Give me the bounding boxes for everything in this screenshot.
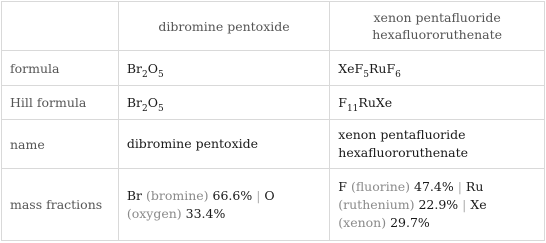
formula-text: RuXe xyxy=(358,95,393,110)
element-symbol: Xe xyxy=(470,196,487,212)
table-row-hill-formula xyxy=(2,86,545,120)
formula-text: O xyxy=(147,60,158,76)
formula-subscript: 2 xyxy=(141,69,148,80)
formula-text: Br xyxy=(126,60,142,76)
formula-subscript: 5 xyxy=(157,104,164,114)
formula-cell xyxy=(118,51,329,86)
separator: | xyxy=(462,196,471,212)
mass-fractions-cell xyxy=(118,169,329,241)
row-label-mass-fractions: mass fractions xyxy=(2,169,119,241)
element-name: (xenon) xyxy=(338,214,387,230)
element-symbol: F xyxy=(338,178,347,194)
separator: | xyxy=(256,187,265,203)
element-symbol: Br xyxy=(126,187,142,203)
row-label-formula: formula xyxy=(2,51,119,86)
row-label-hill-formula: Hill formula xyxy=(2,86,119,120)
table-row-mass-fractions xyxy=(2,169,545,241)
formula-text: Br xyxy=(126,95,142,110)
formula-text: XeF xyxy=(338,60,364,76)
mass-fraction-value: 22.9% xyxy=(418,196,459,212)
mass-fraction-value: 66.6% xyxy=(212,187,253,203)
hill-formula-cell xyxy=(118,86,329,120)
element-name: (fluorine) xyxy=(350,178,411,194)
mass-fractions-cell xyxy=(330,169,545,241)
element-symbol: Ru xyxy=(465,178,484,194)
formula-subscript: 11 xyxy=(346,104,359,114)
formula-text: RuF xyxy=(368,60,396,76)
header-row xyxy=(2,2,545,51)
mass-fraction-value: 29.7% xyxy=(390,214,430,230)
formula-text: F xyxy=(338,95,347,110)
formula-subscript: 5 xyxy=(157,69,164,80)
element-name: (oxygen) xyxy=(126,205,182,221)
name-cell: dibromine pentoxide xyxy=(118,120,329,169)
separator: | xyxy=(457,178,466,194)
comparison-table xyxy=(1,1,545,241)
formula-subscript: 5 xyxy=(363,69,369,80)
row-label-name: name xyxy=(2,120,119,169)
table-row-name xyxy=(2,120,545,169)
formula-subscript: 6 xyxy=(395,69,401,80)
header-corner xyxy=(2,2,119,51)
mass-fraction-value: 47.4% xyxy=(414,178,454,194)
header-xenon-pentafluoride-hexafluororuthenate: xenon pentafluoride hexafluororuthenate xyxy=(330,2,545,51)
formula-cell xyxy=(330,51,545,86)
formula-text: O xyxy=(147,95,158,110)
element-symbol: O xyxy=(264,187,275,203)
hill-formula-cell xyxy=(330,86,545,120)
formula-subscript: 2 xyxy=(141,104,148,114)
element-name: (bromine) xyxy=(145,187,209,203)
name-cell: xenon pentafluoride hexafluororuthenate xyxy=(330,120,545,169)
element-name: (ruthenium) xyxy=(338,196,415,212)
table-row-formula xyxy=(2,51,545,86)
mass-fraction-value: 33.4% xyxy=(185,205,226,221)
header-dibromine-pentoxide: dibromine pentoxide xyxy=(118,2,329,51)
